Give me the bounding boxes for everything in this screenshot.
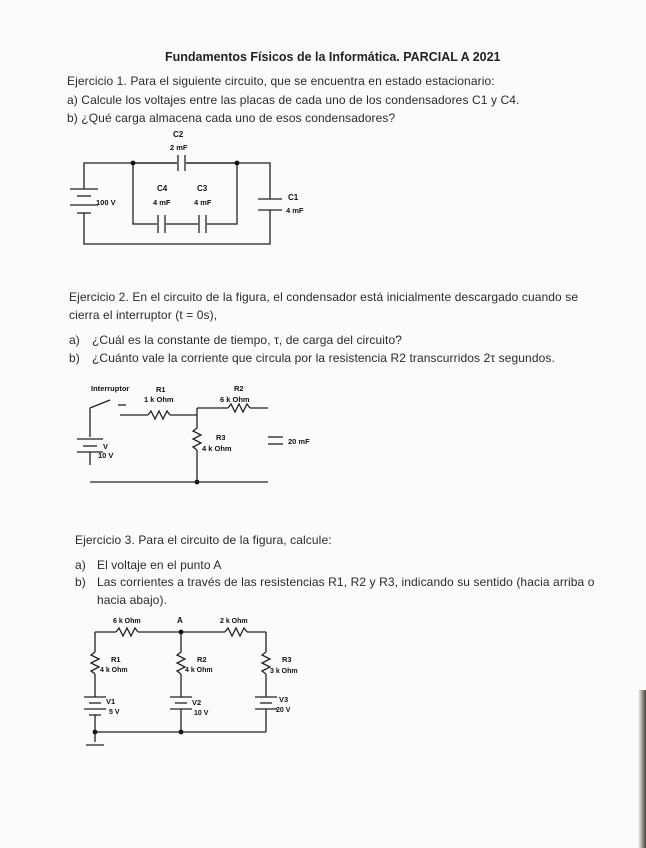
scan-page-edge-shadow bbox=[638, 690, 646, 848]
ex3-r2-resistor bbox=[177, 652, 185, 674]
ex1-c1-value: 4 mF bbox=[286, 206, 304, 215]
ex3-r2-name: R2 bbox=[197, 655, 207, 664]
ex3-r3-resistor bbox=[262, 652, 270, 674]
ex3-question-b-line2: hacia abajo). bbox=[97, 593, 168, 607]
ex1-c4-value: 4 mF bbox=[153, 198, 171, 207]
ex2-r3-name: R3 bbox=[216, 433, 226, 442]
ex3-resistor-2k bbox=[225, 628, 247, 636]
ex3-intro: Ejercicio 3. Para el circuito de la figura, calcule: bbox=[75, 533, 332, 547]
ex3-v3-name: V3 bbox=[279, 695, 289, 704]
ex3-top-right-value: 2 k Ohm bbox=[220, 618, 248, 625]
ex3-resistor-6k bbox=[116, 628, 138, 636]
ex3-v1-name: V1 bbox=[106, 697, 116, 706]
ex3-question-a: El voltaje en el punto A bbox=[97, 558, 222, 572]
ex3-r1-resistor bbox=[91, 652, 99, 674]
ex2-r1-value: 1 k Ohm bbox=[144, 395, 174, 404]
ex3-v2-name: V2 bbox=[192, 698, 202, 707]
ex2-source-value: 10 V bbox=[98, 451, 114, 460]
ex2-intro-line1: Ejercicio 2. En el circuito de la figura, el condensador está inicialmente descargado cuando se bbox=[69, 290, 579, 304]
ex3-v3-value: 20 V bbox=[276, 707, 291, 714]
ex3-v2-value: 10 V bbox=[194, 710, 209, 717]
ex2-switch-label: Interruptor bbox=[91, 384, 130, 393]
ex1-c1-name: C1 bbox=[288, 193, 299, 202]
ex3-r1-name: R1 bbox=[111, 655, 121, 664]
ex2-r2-value: 6 k Ohm bbox=[220, 395, 250, 404]
ex3-r3-value: 3 k Ohm bbox=[270, 668, 298, 675]
ex2-question-b-marker: b) bbox=[69, 351, 80, 365]
ex1-c2-value: 2 mF bbox=[170, 143, 188, 152]
ex3-question-b-marker: b) bbox=[75, 575, 86, 589]
ex2-cap-value: 20 mF bbox=[288, 437, 310, 446]
ex2-r3-value: 4 k Ohm bbox=[202, 444, 232, 453]
ex3-r2-value: 4 k Ohm bbox=[185, 667, 213, 674]
ex2-question-a-marker: a) bbox=[69, 333, 80, 347]
ex3-node-a-label: A bbox=[177, 616, 183, 625]
document-title: Fundamentos Físicos de la Informática. PARCIAL A 2021 bbox=[165, 50, 501, 64]
ex2-r2-name: R2 bbox=[234, 384, 244, 393]
ex3-r1-value: 4 k Ohm bbox=[100, 667, 128, 674]
ex1-c4-name: C4 bbox=[157, 184, 168, 193]
ex3-top-left-value: 6 k Ohm bbox=[113, 618, 141, 625]
ex1-intro: Ejercicio 1. Para el siguiente circuito, que se encuentra en estado estacionario: bbox=[67, 74, 495, 88]
ex1-question-b: b) ¿Qué carga almacena cada uno de esos condensadores? bbox=[67, 111, 396, 125]
ex2-intro-line2: cierra el interruptor (t = 0s), bbox=[69, 308, 218, 322]
ex1-c2-name: C2 bbox=[173, 130, 184, 139]
ex1-c3-value: 4 mF bbox=[194, 198, 212, 207]
ex3-question-a-marker: a) bbox=[75, 558, 86, 572]
ex1-question-a: a) Calcule los voltajes entre las placas de cada uno de los condensadores C1 y C4. bbox=[67, 93, 520, 107]
ex1-source-value: 100 V bbox=[96, 198, 116, 207]
ex2-question-a: ¿Cuál es la constante de tiempo, τ, de carga del circuito? bbox=[92, 333, 403, 347]
ex3-v1-value: 5 V bbox=[109, 709, 120, 716]
ex2-question-b: ¿Cuánto vale la corriente que circula por la resistencia R2 transcurridos 2τ segundos. bbox=[92, 351, 555, 365]
ex1-c3-name: C3 bbox=[197, 184, 208, 193]
ex3-r3-name: R3 bbox=[282, 655, 292, 664]
ex2-r1-name: R1 bbox=[156, 385, 166, 394]
ex3-question-b-line1: Las corrientes a través de las resistencias R1, R2 y R3, indicando su sentido (hacia arriba o bbox=[97, 575, 595, 589]
ex2-source-name: V bbox=[103, 442, 109, 451]
